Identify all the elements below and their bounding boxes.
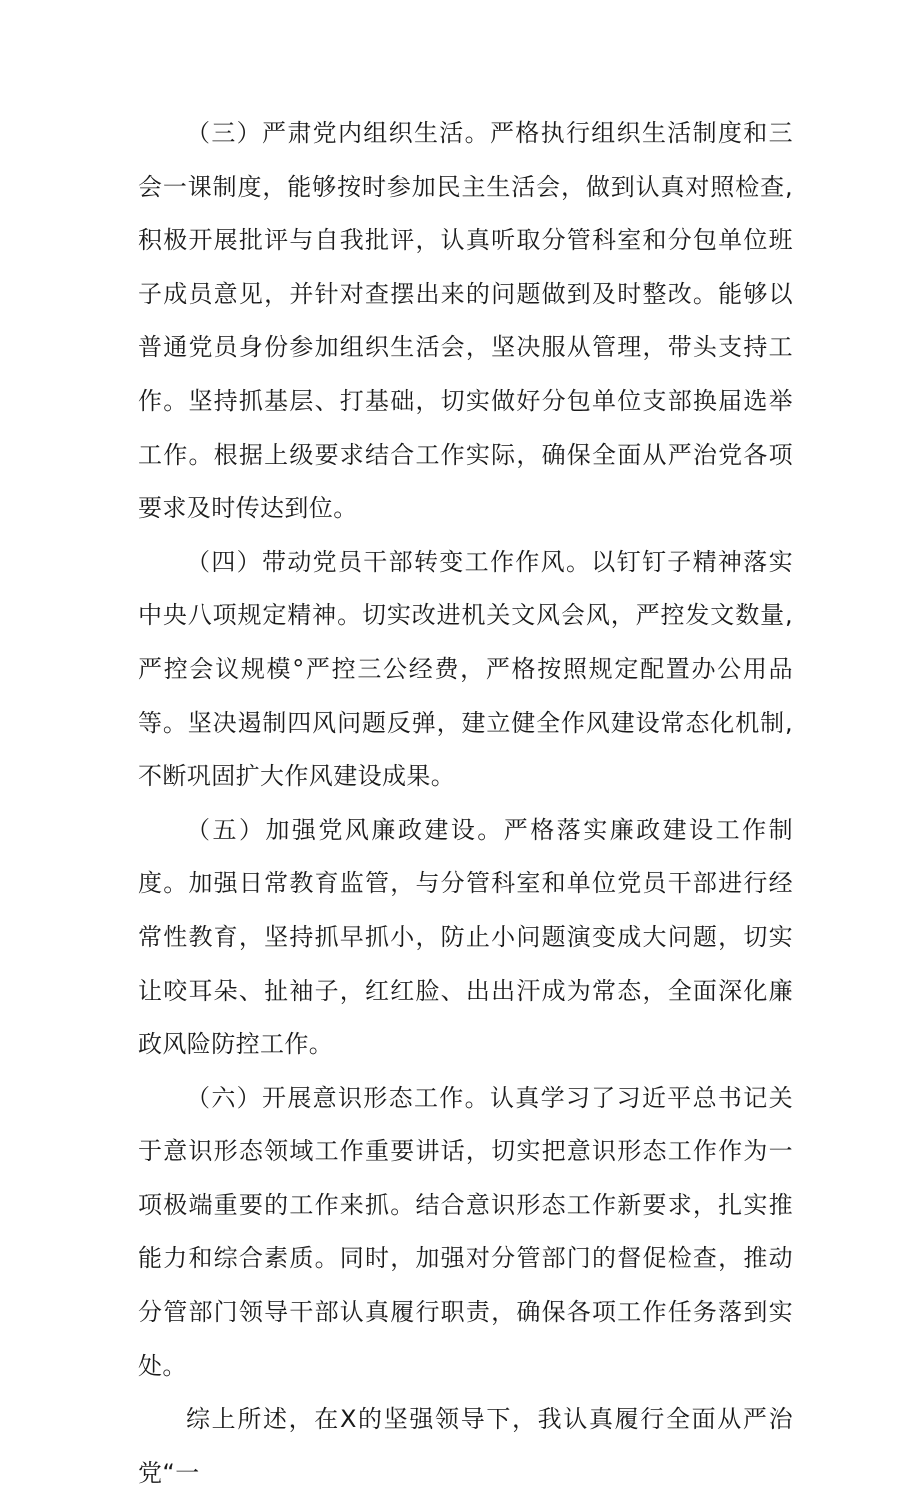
- paragraph-section-3: （三）严肃党内组织生活。严格执行组织生活制度和三会一课制度，能够按时参加民主生活会，做到认真对照检查,积极开展批评与自我批评，认真听取分管科室和分包单位班子成员意见，并针对查摆出来的问题做到及时整改。能够以普通党员身份参加组织生活会，坚决服从管理，带头支持工作。坚持抓基层、打基础，切实做好分包单位支部换届选举工作。根据上级要求结合工作实际，确保全面从严治党各项要求及时传达到位。: [138, 119, 793, 523]
- document-body: [138, 107, 793, 1500]
- paragraph-summary: 综上所述，在X的坚强领导下，我认真履行全面从严治党“一: [138, 1405, 793, 1487]
- paragraph-section-4: （四）带动党员干部转变工作作风。以钉钉子精神落实中央八项规定精神。切实改进机关文风会风，严控发文数量,严控会议规模°严控三公经费，严格按照规定配置办公用品等。坚决遏制四风问题反弹，建立健全作风建设常态化机制,不断巩固扩大作风建设成果。: [138, 547, 793, 791]
- paragraph-section-6: （六）开展意识形态工作。认真学习了习近平总书记关于意识形态领域工作重要讲话，切实把意识形态工作作为一项极端重要的工作来抓。结合意识形态工作新要求，扎实推能力和综合素质。同时，加强对分管部门的督促检查，推动分管部门领导干部认真履行职责，确保各项工作任务落到实处。: [138, 1083, 793, 1380]
- paragraph-section-5: （五）加强党风廉政建设。严格落实廉政建设工作制度。加强日常教育监管，与分管科室和单位党员干部进行经常性教育，坚持抓早抓小，防止小问题演变成大问题，切实让咬耳朵、扯袖子，红红脸、出出汗成为常态，全面深化廉政风险防控工作。: [138, 815, 793, 1059]
